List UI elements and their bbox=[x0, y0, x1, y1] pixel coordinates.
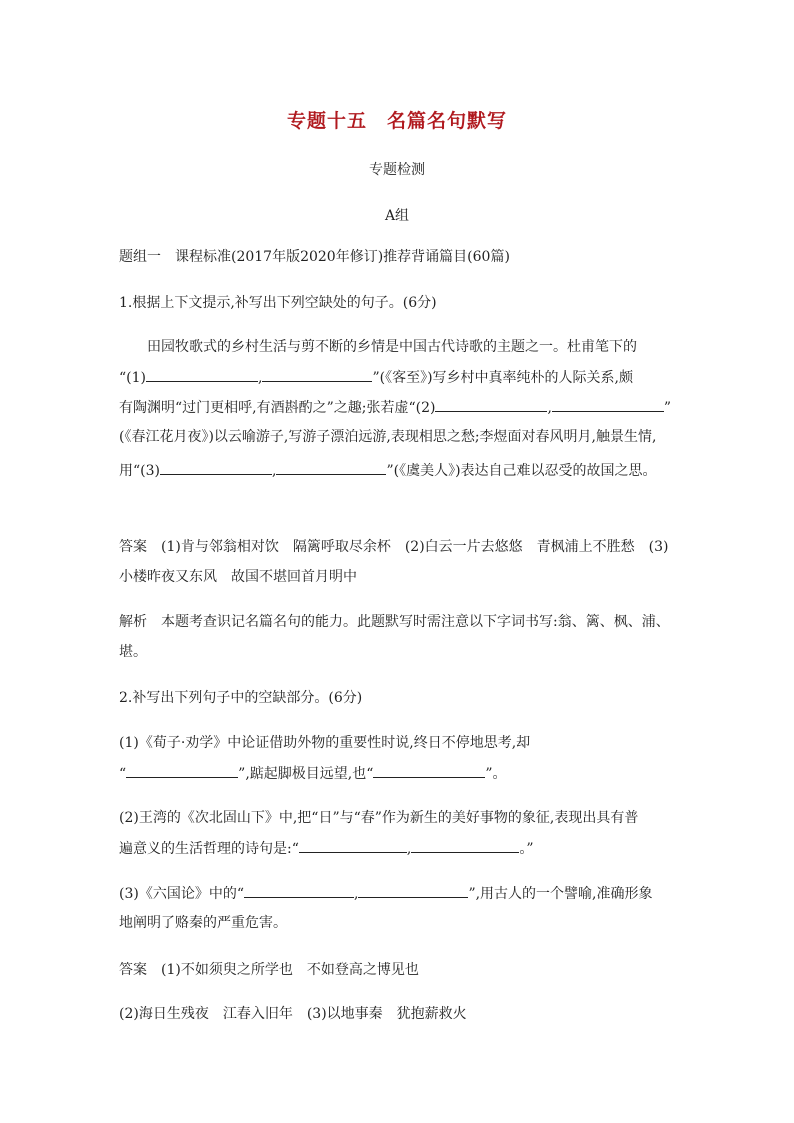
section-header: 题组一 课程标准(2017年版2020年修订)推荐背诵篇目(60篇) bbox=[119, 249, 510, 265]
q1-text: , bbox=[272, 463, 277, 479]
q1-text: ”(《虞美人》)表达自己难以忍受的故国之思。 bbox=[386, 463, 657, 479]
q1-blank-1b[interactable] bbox=[262, 367, 372, 382]
page-subtitle: 专题检测 bbox=[369, 162, 425, 178]
q1-analysis-line-2: 堪。 bbox=[119, 644, 147, 660]
q2-text: “ bbox=[119, 766, 127, 782]
q2-text: , bbox=[354, 886, 359, 902]
q1-text: 用“(3) bbox=[119, 463, 160, 479]
q1-stem: 1.根据上下文提示,补写出下列空缺处的句子。(6分) bbox=[119, 295, 437, 311]
analysis-text: 本题考查识记名篇名句的能力。此题默写时需注意以下字词书写:翁、篱、枫、浦、 bbox=[161, 614, 670, 630]
q1-text: ”(《客至》)写乡村中真率纯朴的人际关系,颇 bbox=[372, 370, 633, 386]
q2-sub2-line-1: (2)王湾的《次北固山下》中,把“日”与“春”作为新生的美好事物的象征,表现出具有普 bbox=[119, 810, 639, 826]
q2-blank-2b[interactable] bbox=[411, 838, 519, 853]
q2-blank-3b[interactable] bbox=[358, 883, 468, 898]
answer-label: 答案 bbox=[119, 539, 147, 555]
q2-answer-line-2: (2)海日生残夜 江春入旧年 (3)以地事秦 犹抱薪救火 bbox=[119, 1006, 467, 1022]
q1-text: 有陶渊明“过门更相呼,有酒斟酌之”之趣;张若虚“(2) bbox=[119, 400, 436, 416]
q2-blank-1b[interactable] bbox=[373, 763, 485, 778]
q2-sub2-line-2 bbox=[119, 838, 679, 859]
q2-blank-3a[interactable] bbox=[244, 883, 354, 898]
q1-paragraph-line-2 bbox=[119, 367, 679, 388]
q2-blank-2a[interactable] bbox=[299, 838, 407, 853]
q2-sub1-line-1: (1)《荀子·劝学》中论证借助外物的重要性时说,终日不停地思考,却 bbox=[119, 735, 531, 751]
q2-sub1-line-2 bbox=[119, 763, 679, 784]
q2-text: 。” bbox=[519, 841, 534, 857]
answer-text: (1)不如须臾之所学也 不如登高之博见也 bbox=[161, 962, 419, 978]
analysis-label: 解析 bbox=[119, 614, 147, 630]
q1-paragraph-line-1: 田园牧歌式的乡村生活与剪不断的乡情是中国古代诗歌的主题之一。杜甫笔下的 bbox=[147, 339, 637, 355]
q1-blank-2b[interactable] bbox=[552, 397, 664, 412]
answer-text: (1)肯与邻翁相对饮 隔篱呼取尽余杯 (2)白云一片去悠悠 青枫浦上不胜愁 (3) bbox=[161, 539, 669, 555]
q1-blank-3b[interactable] bbox=[276, 460, 386, 475]
q2-text: ”,用古人的一个譬喻,准确形象 bbox=[468, 886, 653, 902]
q1-blank-3a[interactable] bbox=[160, 460, 272, 475]
q2-stem: 2.补写出下列句子中的空缺部分。(6分) bbox=[119, 690, 363, 706]
q1-paragraph-line-5 bbox=[119, 460, 679, 481]
q1-text: “(1) bbox=[119, 370, 146, 386]
q1-answer-line-2: 小楼昨夜又东风 故国不堪回首月明中 bbox=[119, 569, 357, 585]
q1-text: , bbox=[258, 370, 263, 386]
q1-text: , bbox=[547, 400, 552, 416]
q1-paragraph-line-4: (《春江花月夜》)以云喻游子,写游子漂泊远游,表现相思之愁;李煜面对春风明月,触景生情, bbox=[119, 429, 657, 445]
q2-blank-1a[interactable] bbox=[126, 763, 238, 778]
q1-blank-2a[interactable] bbox=[435, 397, 547, 412]
answer-label: 答案 bbox=[119, 962, 147, 978]
q1-text: ” bbox=[663, 400, 672, 416]
q1-paragraph-line-3 bbox=[119, 397, 679, 418]
q2-text: (3)《六国论》中的“ bbox=[119, 886, 244, 902]
q1-blank-1a[interactable] bbox=[146, 367, 258, 382]
q2-text: ”。 bbox=[485, 766, 507, 782]
q2-sub3-line-1 bbox=[119, 883, 679, 904]
q2-text: , bbox=[406, 841, 412, 857]
page-title: 专题十五 名篇名句默写 bbox=[286, 110, 507, 132]
q2-text: ”,踮起脚极目远望,也“ bbox=[238, 766, 374, 782]
q1-analysis-line-1 bbox=[119, 612, 679, 632]
q2-sub3-line-2: 地阐明了赂秦的严重危害。 bbox=[119, 915, 287, 931]
q2-answer-line-1 bbox=[119, 960, 679, 980]
q2-text: 遍意义的生活哲理的诗句是:“ bbox=[119, 841, 299, 857]
q1-answer-line-1 bbox=[119, 537, 679, 557]
group-label: A组 bbox=[384, 208, 410, 224]
